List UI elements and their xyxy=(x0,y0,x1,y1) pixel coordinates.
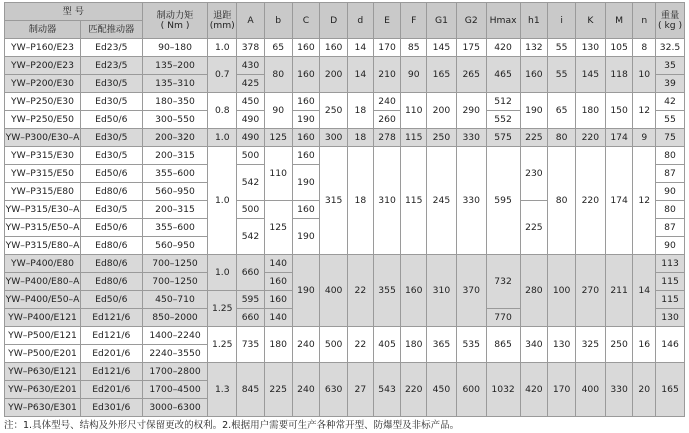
cell-h1: 280 xyxy=(520,255,548,327)
cell-n: 20 xyxy=(633,363,656,417)
brake-model: YW–P500/E201 xyxy=(5,345,81,363)
cell-D: 315 xyxy=(320,147,348,255)
brake-spec-table xyxy=(4,2,685,417)
torque-cell: 700–1250 xyxy=(142,255,208,273)
torque-cell: 560–950 xyxy=(142,237,208,255)
cell-b: 125 xyxy=(264,201,292,255)
pusher-model: Ed50/6 xyxy=(81,291,143,309)
cell-G2: 265 xyxy=(456,57,486,93)
brake-model: YW–P315/E80 xyxy=(5,183,81,201)
header-model: 型 号 xyxy=(5,3,143,21)
torque-cell: 450–710 xyxy=(142,291,208,309)
torque-cell: 560–950 xyxy=(142,183,208,201)
cell-C: 160 xyxy=(292,201,320,219)
header-d: d xyxy=(348,3,374,39)
brake-model: YW–P250/E50 xyxy=(5,111,81,129)
cell-i: 65 xyxy=(548,93,576,129)
retreat-cell: 1.0 xyxy=(208,255,237,291)
retreat-cell: 1.0 xyxy=(208,39,237,57)
cell-weight: 87 xyxy=(656,165,685,183)
cell-b: 90 xyxy=(264,93,292,129)
cell-b: 110 xyxy=(264,147,292,201)
retreat-cell: 1.3 xyxy=(208,363,237,417)
brake-model: YW–P400/E80 xyxy=(5,255,81,273)
cell-Hmax: 575 xyxy=(486,129,520,147)
cell-E: 210 xyxy=(373,57,401,93)
torque-cell: 300–550 xyxy=(142,111,208,129)
cell-K: 325 xyxy=(575,327,605,363)
pusher-model: Ed30/5 xyxy=(81,93,143,111)
retreat-cell: 1.0 xyxy=(208,129,237,147)
cell-h1: 132 xyxy=(520,39,548,57)
cell-C: 160 xyxy=(292,147,320,165)
torque-cell: 1400–2240 xyxy=(142,327,208,345)
cell-A: 595 xyxy=(237,291,265,309)
cell-G1: 365 xyxy=(427,327,457,363)
cell-M: 330 xyxy=(605,363,633,417)
cell-d: 27 xyxy=(348,363,374,417)
cell-b: 225 xyxy=(264,363,292,417)
torque-cell: 200–315 xyxy=(142,201,208,219)
cell-A: 450 xyxy=(237,93,265,111)
header-G1: G1 xyxy=(427,3,457,39)
cell-b: 160 xyxy=(264,273,292,291)
retreat-cell: 0.7 xyxy=(208,57,237,93)
cell-weight: 80 xyxy=(656,201,685,219)
cell-n: 12 xyxy=(633,147,656,255)
header-weight xyxy=(656,3,685,39)
header-weight-label: 重量 xyxy=(660,9,680,21)
header-brake: 制动器 xyxy=(5,21,81,39)
pusher-model: Ed30/5 xyxy=(81,201,143,219)
brake-model: YW–P315/E30–A xyxy=(5,201,81,219)
cell-h1: 225 xyxy=(520,201,548,255)
pusher-model: Ed80/6 xyxy=(81,255,143,273)
cell-A: 542 xyxy=(237,165,265,201)
cell-E: 240 xyxy=(373,93,401,111)
header-n: n xyxy=(633,3,656,39)
cell-d: 14 xyxy=(348,57,374,93)
brake-model: YW–P630/E301 xyxy=(5,399,81,417)
cell-K: 180 xyxy=(575,93,605,129)
brake-model: YW–P400/E80–A xyxy=(5,273,81,291)
cell-A: 425 xyxy=(237,75,265,93)
header-weight-unit: ( kg ) xyxy=(657,19,683,31)
pusher-model: Ed121/6 xyxy=(81,363,143,381)
header-torque xyxy=(142,3,208,39)
brake-model: YW–P200/E23 xyxy=(5,57,81,75)
cell-Hmax: 865 xyxy=(486,327,520,363)
cell-E: 260 xyxy=(373,111,401,129)
cell-weight: 75 xyxy=(656,129,685,147)
cell-G1: 310 xyxy=(427,255,457,327)
brake-model: YW–P315/E80–A xyxy=(5,237,81,255)
pusher-model: Ed301/6 xyxy=(81,399,143,417)
pusher-model: Ed50/6 xyxy=(81,165,143,183)
header-K: K xyxy=(575,3,605,39)
cell-E: 278 xyxy=(373,129,401,147)
brake-model: YW–P630/E121 xyxy=(5,363,81,381)
pusher-model: Ed80/6 xyxy=(81,183,143,201)
cell-weight: 35 xyxy=(656,57,685,75)
cell-Hmax: 770 xyxy=(486,309,520,327)
cell-F: 110 xyxy=(401,93,427,129)
cell-A: 845 xyxy=(237,363,265,417)
cell-i: 170 xyxy=(548,363,576,417)
cell-G2: 290 xyxy=(456,93,486,129)
header-retreat-label: 退距 xyxy=(213,9,232,21)
header-retreat xyxy=(208,3,237,39)
header-D: D xyxy=(320,3,348,39)
header-C: C xyxy=(292,3,320,39)
pusher-model: Ed23/5 xyxy=(81,39,143,57)
table-row xyxy=(5,363,685,381)
cell-n: 8 xyxy=(633,39,656,57)
header-pusher: 匹配推动器 xyxy=(81,21,143,39)
cell-E: 355 xyxy=(373,255,401,327)
brake-model: YW–P400/E50–A xyxy=(5,291,81,309)
cell-i: 130 xyxy=(548,327,576,363)
cell-n: 12 xyxy=(633,93,656,129)
cell-C: 240 xyxy=(292,327,320,363)
cell-M: 118 xyxy=(605,57,633,93)
cell-G2: 175 xyxy=(456,39,486,57)
cell-b: 140 xyxy=(264,255,292,273)
cell-C: 190 xyxy=(292,219,320,255)
cell-h1: 225 xyxy=(520,129,548,147)
torque-cell: 850–2000 xyxy=(142,309,208,327)
torque-cell: 3000–6300 xyxy=(142,399,208,417)
retreat-cell: 1.0 xyxy=(208,147,237,255)
cell-C: 190 xyxy=(292,255,320,327)
table-row xyxy=(5,39,685,57)
cell-G2: 535 xyxy=(456,327,486,363)
torque-cell: 200–315 xyxy=(142,147,208,165)
pusher-model: Ed50/6 xyxy=(81,219,143,237)
cell-n: 14 xyxy=(633,255,656,327)
table-row xyxy=(5,129,685,147)
cell-K: 145 xyxy=(575,57,605,93)
header-i: i xyxy=(548,3,576,39)
cell-E: 170 xyxy=(373,39,401,57)
brake-model: YW–P400/E121 xyxy=(5,309,81,327)
cell-M: 174 xyxy=(605,147,633,255)
header-b: b xyxy=(264,3,292,39)
cell-G1: 165 xyxy=(427,57,457,93)
pusher-model: Ed80/6 xyxy=(81,237,143,255)
table-row xyxy=(5,255,685,273)
pusher-model: Ed30/5 xyxy=(81,147,143,165)
header-retreat-unit: (mm) xyxy=(209,19,235,31)
footnote: 注：1.具体型号、结构及外形尺寸保留更改的权利。2.根据用户需要可生产各种常开型、防爆型及非标产品。 xyxy=(4,420,460,431)
torque-cell: 135–200 xyxy=(142,57,208,75)
cell-D: 200 xyxy=(320,57,348,93)
cell-M: 105 xyxy=(605,39,633,57)
cell-A: 490 xyxy=(237,111,265,129)
brake-model: YW–P300/E30–A xyxy=(5,129,81,147)
cell-weight: 55 xyxy=(656,111,685,129)
cell-Hmax: 420 xyxy=(486,39,520,57)
cell-n: 16 xyxy=(633,327,656,363)
cell-weight: 115 xyxy=(656,291,685,309)
torque-cell: 700–1250 xyxy=(142,273,208,291)
cell-D: 500 xyxy=(320,327,348,363)
torque-cell: 200–320 xyxy=(142,129,208,147)
cell-weight: 115 xyxy=(656,273,685,291)
cell-i: 100 xyxy=(548,255,576,327)
cell-weight: 80 xyxy=(656,147,685,165)
pusher-model: Ed50/6 xyxy=(81,111,143,129)
cell-K: 220 xyxy=(575,129,605,147)
cell-weight: 42 xyxy=(656,93,685,111)
cell-M: 211 xyxy=(605,255,633,327)
cell-F: 115 xyxy=(401,129,427,147)
cell-D: 630 xyxy=(320,363,348,417)
cell-weight: 113 xyxy=(656,255,685,273)
pusher-model: Ed23/5 xyxy=(81,57,143,75)
cell-F: 180 xyxy=(401,327,427,363)
cell-weight: 39 xyxy=(656,75,685,93)
retreat-cell: 1.25 xyxy=(208,291,237,327)
retreat-cell: 1.25 xyxy=(208,327,237,363)
cell-G1: 245 xyxy=(427,147,457,255)
cell-Hmax: 465 xyxy=(486,57,520,93)
torque-cell: 90–180 xyxy=(142,39,208,57)
cell-E: 405 xyxy=(373,327,401,363)
torque-cell: 355–600 xyxy=(142,219,208,237)
cell-D: 300 xyxy=(320,129,348,147)
cell-b: 180 xyxy=(264,327,292,363)
cell-A: 660 xyxy=(237,309,265,327)
brake-model: YW–P315/E50 xyxy=(5,165,81,183)
cell-weight: 130 xyxy=(656,309,685,327)
cell-C: 160 xyxy=(292,129,320,147)
cell-M: 250 xyxy=(605,327,633,363)
brake-model: YW–P250/E30 xyxy=(5,93,81,111)
torque-cell: 355–600 xyxy=(142,165,208,183)
cell-b: 80 xyxy=(264,57,292,93)
pusher-model: Ed121/6 xyxy=(81,327,143,345)
cell-h1: 190 xyxy=(520,93,548,129)
cell-K: 400 xyxy=(575,363,605,417)
cell-A: 660 xyxy=(237,255,265,291)
header-G2: G2 xyxy=(456,3,486,39)
cell-C: 190 xyxy=(292,165,320,201)
pusher-model: Ed201/6 xyxy=(81,381,143,399)
cell-d: 22 xyxy=(348,255,374,327)
brake-model: YW–P315/E30 xyxy=(5,147,81,165)
cell-E: 310 xyxy=(373,147,401,255)
cell-weight: 146 xyxy=(656,327,685,363)
cell-G1: 145 xyxy=(427,39,457,57)
cell-Hmax: 1032 xyxy=(486,363,520,417)
header-F: F xyxy=(401,3,427,39)
cell-A: 378 xyxy=(237,39,265,57)
cell-i: 80 xyxy=(548,129,576,147)
cell-d: 18 xyxy=(348,129,374,147)
cell-h1: 340 xyxy=(520,327,548,363)
cell-d: 14 xyxy=(348,39,374,57)
header-E: E xyxy=(373,3,401,39)
cell-C: 240 xyxy=(292,363,320,417)
cell-d: 18 xyxy=(348,93,374,129)
cell-F: 160 xyxy=(401,255,427,327)
cell-Hmax: 595 xyxy=(486,147,520,255)
pusher-model: Ed30/5 xyxy=(81,129,143,147)
cell-b: 140 xyxy=(264,309,292,327)
torque-cell: 1700–2800 xyxy=(142,363,208,381)
cell-A: 542 xyxy=(237,219,265,255)
cell-M: 150 xyxy=(605,93,633,129)
cell-G1: 450 xyxy=(427,363,457,417)
cell-b: 160 xyxy=(264,291,292,309)
cell-D: 400 xyxy=(320,255,348,327)
cell-D: 160 xyxy=(320,39,348,57)
cell-F: 220 xyxy=(401,363,427,417)
cell-A: 490 xyxy=(237,129,265,147)
table-row xyxy=(5,147,685,165)
cell-M: 174 xyxy=(605,129,633,147)
cell-F: 90 xyxy=(401,57,427,93)
cell-C: 190 xyxy=(292,111,320,129)
cell-weight: 87 xyxy=(656,219,685,237)
cell-K: 220 xyxy=(575,147,605,255)
cell-A: 430 xyxy=(237,57,265,75)
cell-h1: 230 xyxy=(520,147,548,201)
cell-D: 250 xyxy=(320,93,348,129)
header-A: A xyxy=(237,3,265,39)
pusher-model: Ed30/5 xyxy=(81,75,143,93)
cell-d: 18 xyxy=(348,147,374,255)
cell-b: 125 xyxy=(264,129,292,147)
brake-model: YW–P160/E23 xyxy=(5,39,81,57)
cell-A: 500 xyxy=(237,147,265,165)
cell-weight: 90 xyxy=(656,183,685,201)
cell-C: 160 xyxy=(292,57,320,93)
pusher-model: Ed201/6 xyxy=(81,345,143,363)
header-torque-label: 制动力矩 xyxy=(156,9,194,21)
header-torque-unit: ( Nm ) xyxy=(160,19,190,31)
cell-i: 55 xyxy=(548,39,576,57)
cell-K: 130 xyxy=(575,39,605,57)
cell-G2: 330 xyxy=(456,129,486,147)
cell-n: 9 xyxy=(633,129,656,147)
pusher-model: Ed121/6 xyxy=(81,309,143,327)
brake-model: YW–P500/E121 xyxy=(5,327,81,345)
cell-weight: 32.5 xyxy=(656,39,685,57)
cell-E: 543 xyxy=(373,363,401,417)
cell-G2: 370 xyxy=(456,255,486,327)
torque-cell: 135–310 xyxy=(142,75,208,93)
cell-Hmax: 552 xyxy=(486,111,520,129)
cell-h1: 420 xyxy=(520,363,548,417)
cell-Hmax: 512 xyxy=(486,93,520,111)
table-row xyxy=(5,93,685,111)
pusher-model: Ed80/6 xyxy=(81,273,143,291)
header-Hmax: Hmax xyxy=(486,3,520,39)
cell-n: 10 xyxy=(633,57,656,93)
cell-F: 85 xyxy=(401,39,427,57)
header-h1: h1 xyxy=(520,3,548,39)
cell-G2: 330 xyxy=(456,147,486,255)
brake-model: YW–P200/E30 xyxy=(5,75,81,93)
cell-b: 65 xyxy=(264,39,292,57)
cell-A: 735 xyxy=(237,327,265,363)
cell-Hmax: 732 xyxy=(486,255,520,309)
cell-G1: 250 xyxy=(427,129,457,147)
cell-K: 270 xyxy=(575,255,605,327)
cell-C: 160 xyxy=(292,39,320,57)
brake-model: YW–P630/E201 xyxy=(5,381,81,399)
brake-model: YW–P315/E50–A xyxy=(5,219,81,237)
cell-i: 55 xyxy=(548,57,576,93)
table-row xyxy=(5,327,685,345)
cell-G2: 600 xyxy=(456,363,486,417)
cell-d: 22 xyxy=(348,327,374,363)
cell-G1: 200 xyxy=(427,93,457,129)
cell-C: 160 xyxy=(292,93,320,111)
retreat-cell: 0.8 xyxy=(208,93,237,129)
torque-cell: 2240–3550 xyxy=(142,345,208,363)
cell-A: 500 xyxy=(237,201,265,219)
torque-cell: 180–350 xyxy=(142,93,208,111)
header-M: M xyxy=(605,3,633,39)
cell-h1: 160 xyxy=(520,57,548,93)
table-row xyxy=(5,57,685,75)
cell-weight: 165 xyxy=(656,363,685,417)
cell-i: 80 xyxy=(548,147,576,255)
torque-cell: 1700–4500 xyxy=(142,381,208,399)
cell-weight: 90 xyxy=(656,237,685,255)
cell-F: 115 xyxy=(401,147,427,255)
